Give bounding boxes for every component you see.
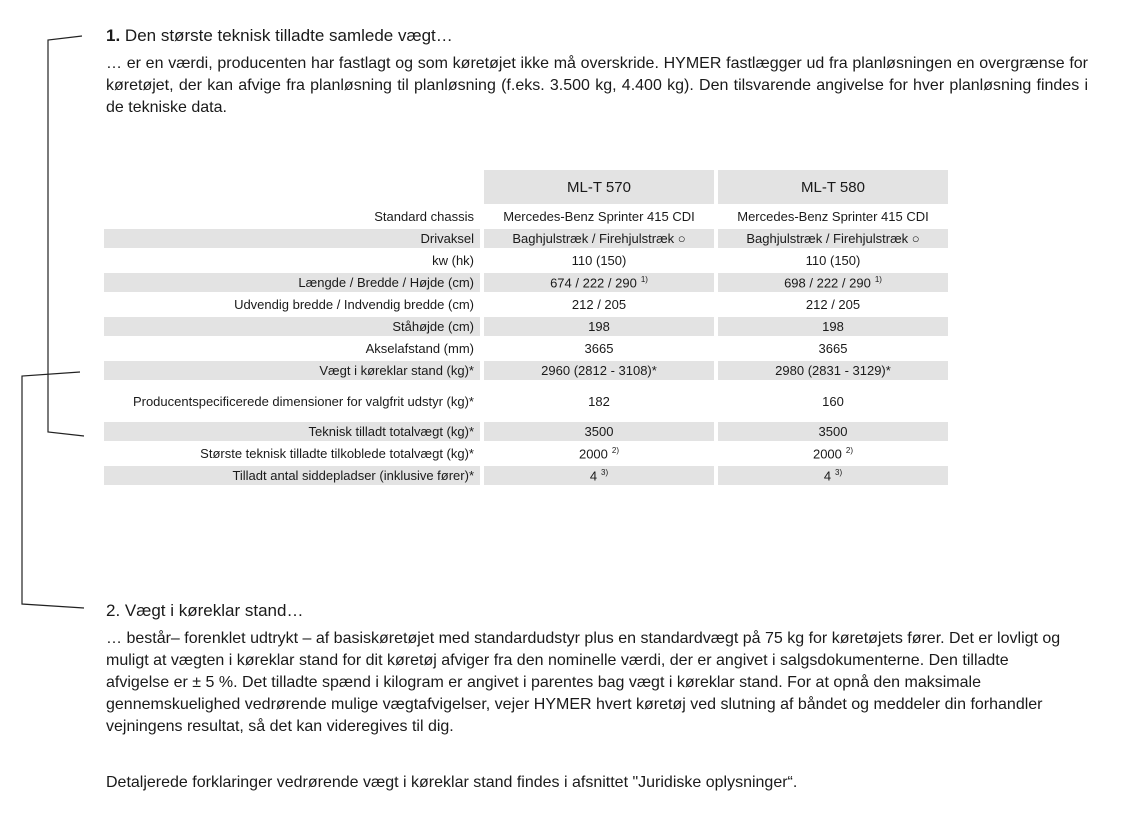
footnote-ref: 1) [874, 274, 882, 284]
row-label: Standard chassis [374, 209, 474, 224]
footnote-ref: 1) [640, 274, 648, 284]
row-label: Teknisk tilladt totalvægt (kg)* [104, 422, 480, 441]
row-value-570: 2000 $^{2)}$ [578, 445, 620, 462]
section1-number: 1. [106, 26, 121, 45]
bracket-line-section1 [48, 36, 84, 436]
row-value-570: Mercedes-Benz Sprinter 415 CDI [503, 209, 695, 224]
row-value-570: 3500 [484, 422, 714, 441]
row-label: Største teknisk tilladte tilkoblede totalvægt (kg)* [200, 446, 474, 461]
spec-table [100, 167, 952, 488]
column-header-ml-t-580: ML-T 580 [718, 170, 948, 204]
row-label: Udvendig bredde / Indvendig bredde (cm) [234, 297, 474, 312]
row-value-570: 212 / 205 [571, 297, 627, 312]
section1-body: … er en værdi, producenten har fastlagt og som køretøjet ikke må overskride. HYMER fastlægger ud fra planløsningen en overgrænse for køretøjet, der kan afvige fra planløsning til planløsning (f.eks. 3.500 kg, 4.400 kg). Den tilsvarende angivelse for hver planløsning findes i de tekniske data. [106, 55, 1088, 116]
row-value-580: 2980 (2831 - 3129)* [718, 361, 948, 380]
row-value-580: 3500 [718, 422, 948, 441]
row-value-570: 110 (150) [571, 253, 627, 268]
header-blank [104, 170, 480, 204]
row-value-580: Mercedes-Benz Sprinter 415 CDI [737, 209, 929, 224]
row-label: Længde / Bredde / Højde (cm) [104, 273, 480, 292]
table-row [104, 361, 948, 380]
row-value-580: 198 [718, 317, 948, 336]
row-label: Producentspecificerede dimensioner for valgfrit udstyr (kg)* [132, 393, 474, 409]
footnote-ref: 2) [845, 445, 854, 455]
row-value-580: 698 / 222 / 290 $^{1)}$ [718, 273, 948, 292]
row-value-580: Baghjulstræk / Firehjulstræk ○ [718, 229, 948, 248]
row-value-580: 3665 [818, 341, 848, 356]
table-row [104, 444, 948, 463]
table-row [104, 466, 948, 485]
table-row [104, 251, 948, 270]
footnote-ref: 2) [611, 445, 620, 455]
row-value-570: 674 / 222 / 290 $^{1)}$ [484, 273, 714, 292]
row-value-570: Baghjulstræk / Firehjulstræk ○ [484, 229, 714, 248]
row-label: Akselafstand (mm) [365, 341, 474, 356]
column-header-ml-t-570: ML-T 570 [484, 170, 714, 204]
row-label: kw (hk) [432, 253, 474, 268]
section1-title: Den største teknisk tilladte samlede vægt… [124, 26, 453, 45]
row-label: Ståhøjde (cm) [104, 317, 480, 336]
table-header-row [104, 170, 948, 204]
row-value-570: 198 [484, 317, 714, 336]
row-value-580: 212 / 205 [805, 297, 861, 312]
footnote-ref: 3) [601, 467, 609, 477]
table-row [104, 383, 948, 419]
table-row [104, 422, 948, 441]
section2-body: … består– forenklet udtrykt – af basiskøretøjet med standardudstyr plus en standardvægt på 75 kg for køretøjets fører. Det er lovligt og muligt at vægten i køreklar stand for dit køretøj afviger fra den nominelle værdi, der er angivet i salgsdokumenterne. Den tilladte afvigelse er ± 5 %. Det tilladte spænd i kilogram er angivet i parentes bag vægt i køreklar stand. For at opnå den maksimale gennemskuelighed vedrørende mulige vægtafvigelser, vejer HYMER hvert køretøj ved slutning af båndet og meddeler din forhandler vejningens resultat, så det kan videregives til dig. [106, 630, 1061, 735]
section2-footer: Detaljerede forklaringer vedrørende vægt i køreklar stand findes i afsnittet "Juridiske oplysninger“. [106, 774, 798, 791]
table-row [104, 339, 948, 358]
row-label: Vægt i køreklar stand (kg)* [104, 361, 480, 380]
table-row [104, 317, 948, 336]
table-row [104, 273, 948, 292]
table-row [104, 295, 948, 314]
bracket-line-section2 [22, 372, 84, 608]
section2-heading: 2. Vægt i køreklar stand… [106, 601, 304, 620]
row-value-570: 2960 (2812 - 3108)* [484, 361, 714, 380]
row-value-570: 182 [588, 393, 610, 409]
row-value-580: 4 $^{3)}$ [718, 466, 948, 485]
row-label: Drivaksel [104, 229, 480, 248]
row-label: Tilladt antal siddepladser (inklusive fører)* [104, 466, 480, 485]
row-value-580: 110 (150) [805, 253, 861, 268]
footnote-ref: 3) [835, 467, 843, 477]
row-value-570: 4 $^{3)}$ [484, 466, 714, 485]
row-value-570: 3665 [584, 341, 614, 356]
row-value-580: 2000 $^{2)}$ [812, 445, 854, 462]
row-value-580: 160 [822, 393, 844, 409]
section1-heading [106, 25, 453, 47]
table-row [104, 229, 948, 248]
table-row [104, 207, 948, 226]
